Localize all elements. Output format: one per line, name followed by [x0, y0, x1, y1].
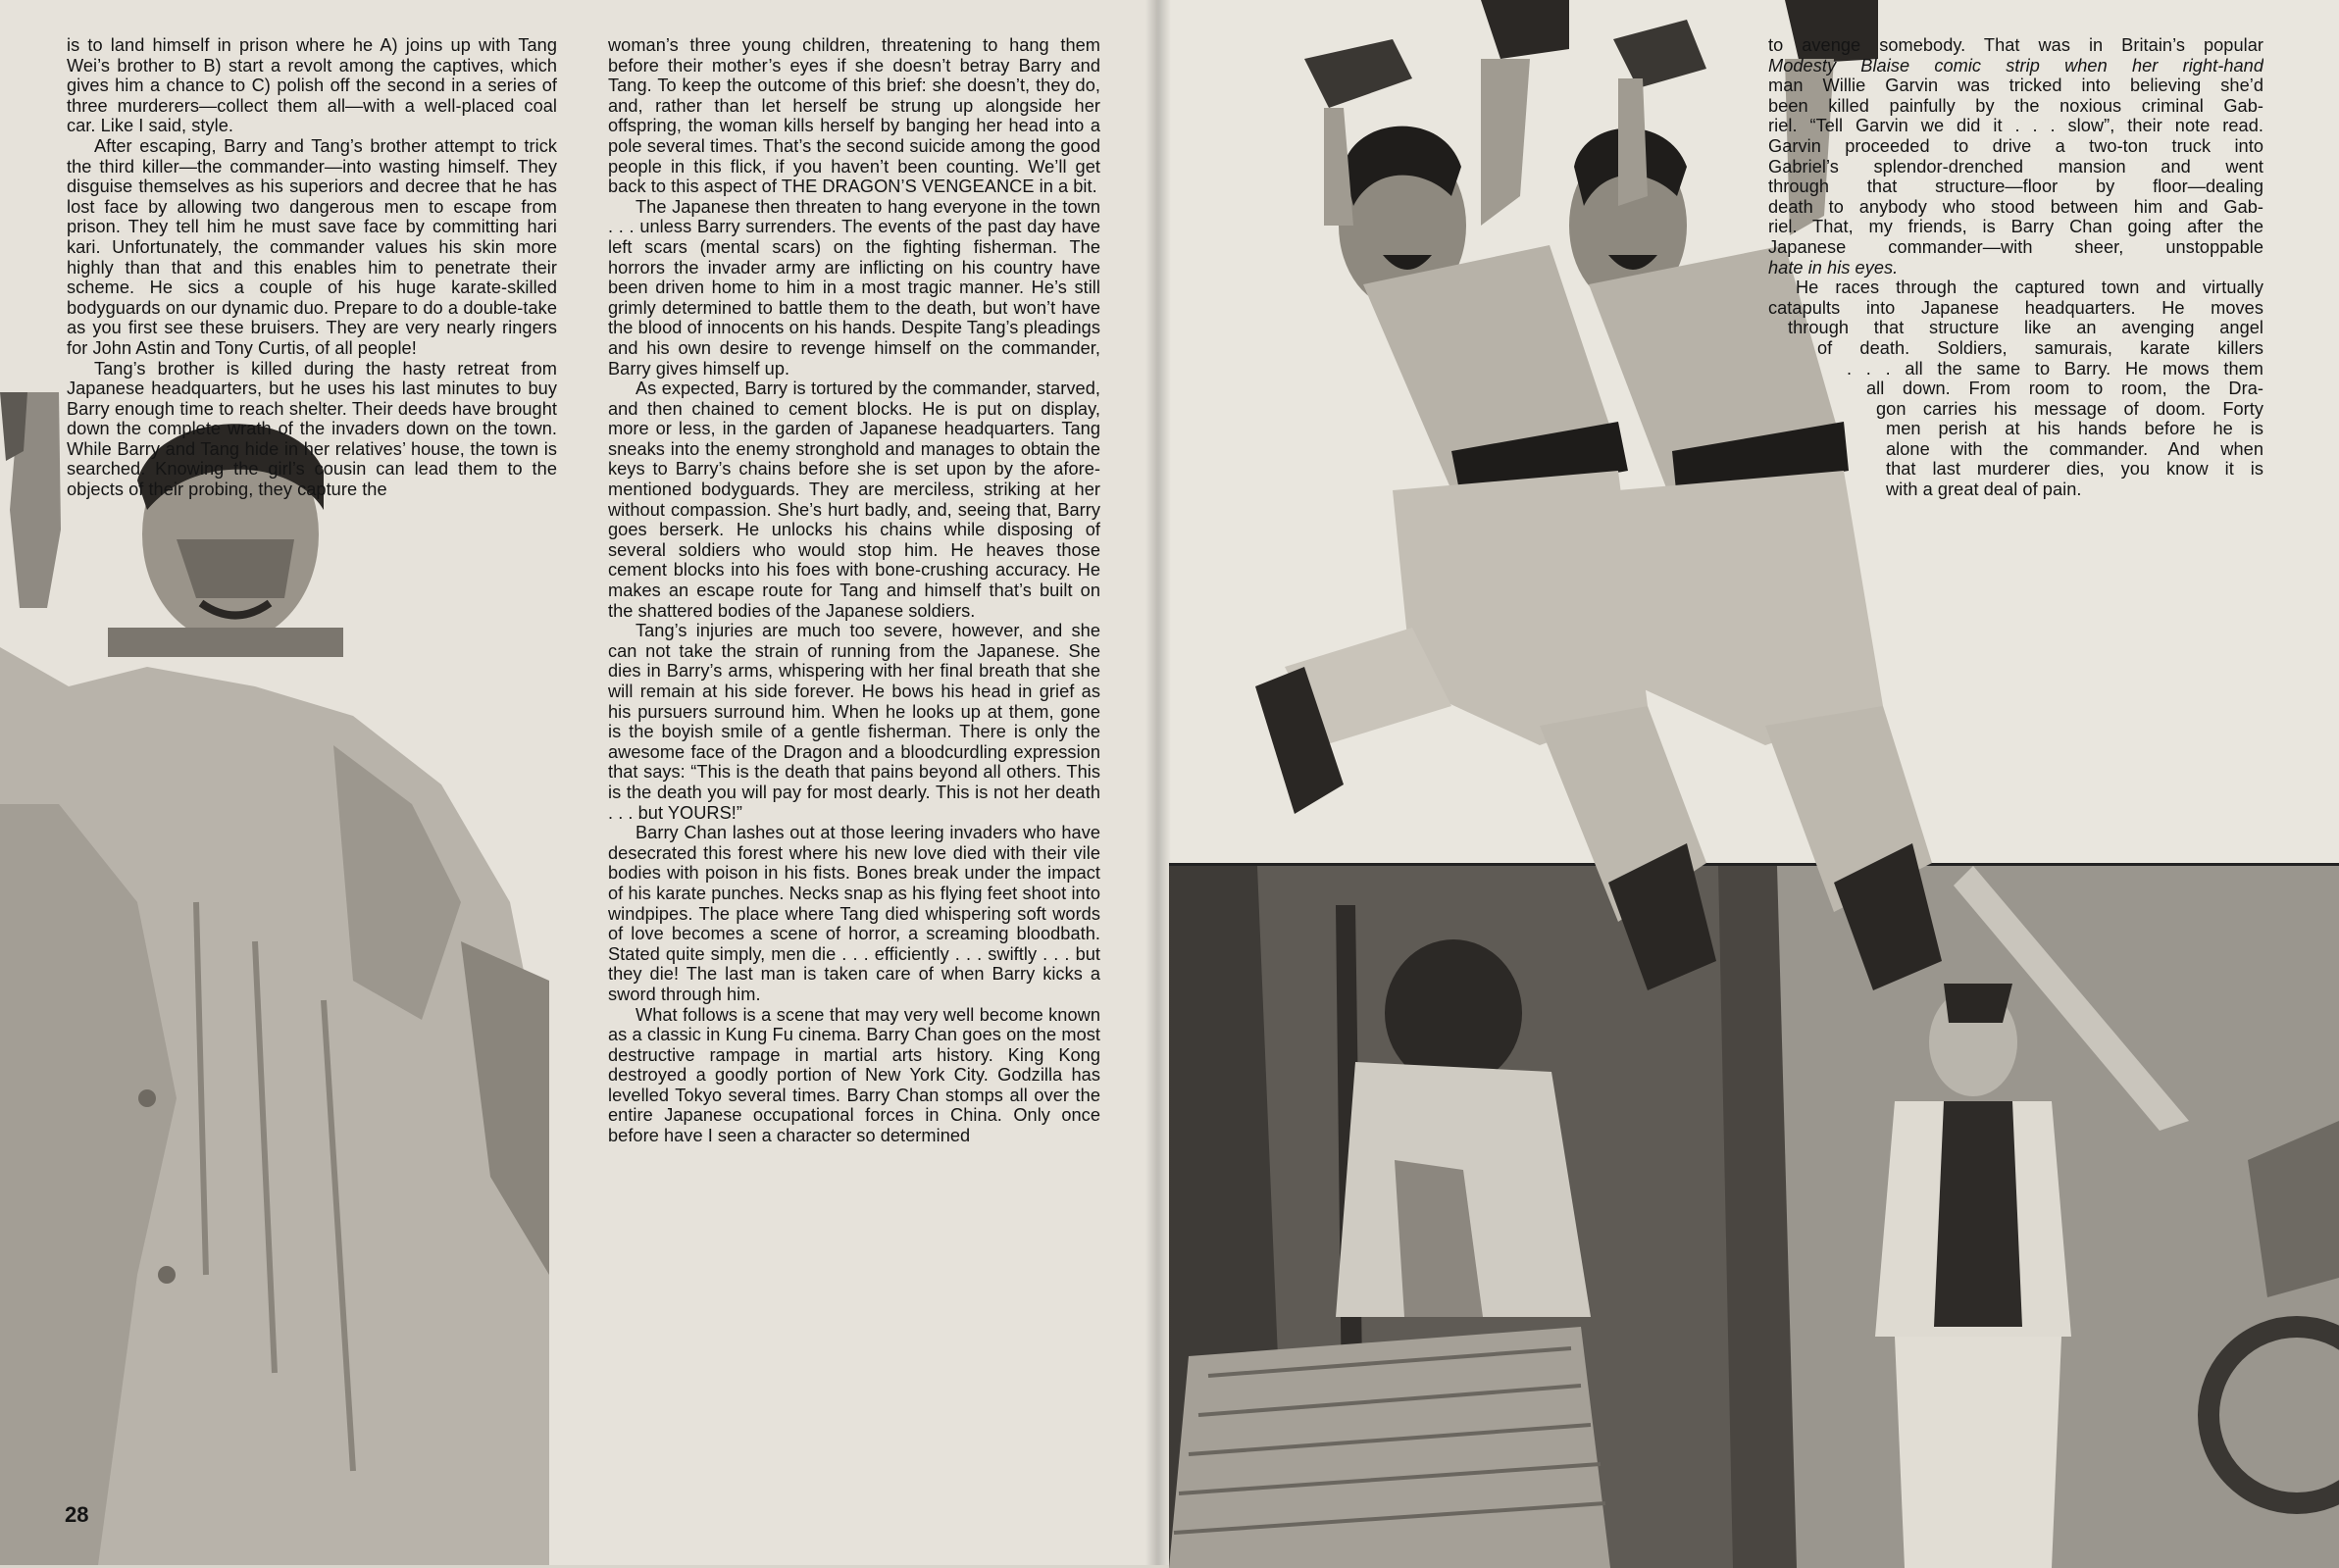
paragraph: is to land himself in prison where he A) joins up with Tang Wei’s brother to B) start a revolt among the captives, which gives him a chance to C) polish off the second in a series of three murderers—collect them all—with a well-placed coal car. Like I said, style. [67, 35, 557, 136]
paragraph: woman’s three young children, threatening to hang them before their mother’s eyes if she doesn’t betray Barry and Tang. To keep the outcome of this brief: she doesn’t, they do, and, rather than let herself be strung up alongside her offspring, the woman kills herself by banging her head into a pole several times. That’s the second suicide among the good people in this flick, if you haven’t been counting. We’ll get back to this aspect of THE DRAGON’S VENGEANCE in a bit. [608, 35, 1100, 197]
paragraph: After escaping, Barry and Tang’s brother attempt to trick the third killer—the commander—into wasting himself. They disguise themselves as his superiors and decree that he has lost face by allowing two dangerous men to escape from prison. They tell him he must save face by committing hari kari. Unfortunately, the commander values his skin more highly than that and this enables him to penetrate their scheme. He sics a couple of his huge karate-skilled bodyguards on our dynamic duo. Prepare to do a double-take as you first see these bruisers. They are very nearly ringers for John Astin and Tony Curtis, of all people! [67, 135, 557, 358]
paragraph: Barry Chan lashes out at those leering invaders who have desecrated this forest where his new love died with their vile bodies with poison in his fists. Bones break under the impact of his karate punches. Necks snap as his flying feet shoot into windpipes. The place where Tang died whispering soft words of love becomes a scene of horror, a screaming bloodbath. Stated quite simply, men die . . . efficiently . . . swiftly . . . but they die! The last man is taken care of when Barry kicks a sword through him. [608, 823, 1100, 1004]
text-line: riel. That, my friends, is Barry Chan going after the [1768, 217, 2263, 237]
text-line: of death. Soldiers, samurais, karate killers [1817, 337, 2263, 358]
page-gutter [1145, 0, 1171, 1565]
text-line: hate in his eyes. [1768, 257, 1899, 278]
text-line: Gabriel’s splendor-drenched mansion and went [1768, 156, 2263, 177]
paragraph: The Japanese then threaten to hang everyone in the town . . . unless Barry surrenders. The events of the past day have left scars (mental scars) on the fighting fisherman. The horrors the invader army are inflicting on his country have been driven home to him in a most tragic manner. He’s still grimly determined to battle them to the death, but won’t have the blood of innocents on his hands. Despite Tang’s pleadings and his own desire to revenge himself on the commander, Barry gives himself up. [608, 196, 1100, 379]
text-line: to avenge somebody. That was in Britain’s popular [1768, 35, 2263, 55]
text-column-c [1768, 35, 2263, 565]
page-number-left: 28 [65, 1502, 89, 1527]
left-page [0, 0, 1157, 1565]
text-column-a [67, 35, 557, 643]
text-line: . . . all the same to Barry. He mows them [1847, 358, 2263, 379]
text-line: through that structure like an avenging angel [1788, 318, 2263, 338]
text-line: that last murderer dies, you know it is [1886, 459, 2263, 480]
text-line: He races through the captured town and virtually [1796, 278, 2263, 298]
text-line: Japanese commander—with sheer, unstoppable [1768, 236, 2263, 257]
text-line: men perish at his hands before he is [1886, 419, 2263, 439]
text-line: Modesty Blaise comic strip when her right-hand [1768, 55, 2263, 76]
text-line: Garvin proceeded to drive a two-ton truck into [1768, 135, 2263, 156]
text-line: gon carries his message of doom. Forty [1876, 398, 2263, 419]
text-line: alone with the commander. And when [1886, 438, 2263, 459]
text-column-b [608, 35, 1100, 1541]
paragraph: What follows is a scene that may very well become known as a classic in Kung Fu cinema. Barry Chan goes on the most destructive rampage in martial arts history. King Kong destroyed a goodly portion of New York City. Godzilla has levelled Tokyo several times. Barry Chan stomps all over the entire Japanese occupational forces in China. Only once before have I seen a character so determined [608, 1004, 1100, 1146]
text-line: death to anybody who stood between him and Gab- [1768, 196, 2263, 217]
text-line: riel. “Tell Garvin we did it . . . slow”, their note read. [1768, 116, 2263, 136]
text-line: all down. From room to room, the Dra- [1866, 379, 2263, 399]
text-line: catapults into Japanese headquarters. He moves [1768, 297, 2263, 318]
paragraph: As expected, Barry is tortured by the commander, starved, and then chained to cement blocks. He is put on display, more or less, in the garden of Japanese headquarters. Tang sneaks into the enemy stronghold and manages to obtain the keys to Barry’s chains before she is set upon by the afore-mentioned bodyguards. They are merciless, striking at her without compassion. She’s hurt badly, and, seeing that, Barry goes berserk. He unlocks his chains while disposing of several soldiers who would stop him. He heaves those cement blocks into his foes with bone-crushing accuracy. He makes an escape route for Tang and himself that’s built on the shattered bodies of the Japanese soldiers. [608, 379, 1100, 621]
text-line: man Willie Garvin was tricked into believing she’d [1768, 76, 2263, 96]
paragraph: Tang’s brother is killed during the hasty retreat from Japanese headquarters, but he uses his last minutes to buy Barry enough time to reach shelter. Their deeds have brought down the complete wrath of the invaders down on the town. While Barry and Tang hide in her relatives’ house, the town is searched. Knowing the girl’s cousin can lead them to the objects of their probing, they capture the [67, 358, 557, 500]
text-line: been killed painfully by the noxious criminal Gab- [1768, 95, 2263, 116]
text-line: with a great deal of pain. [1886, 480, 2082, 500]
paragraph: Tang’s injuries are much too severe, however, and she can not take the strain of running from the Japanese. She dies in Barry’s arms, whispering with her final breath that she will remain at his side forever. He bows his head in grief as his pursuers surround him. When he looks up at them, gone is the boyish smile of a gentle fisherman. There is only the awesome face of the Dragon and a bloodcurdling expression that says: “This is the death that pains beyond all others. This is the death you will pay for most dearly. This is not her death . . . but YOURS!” [608, 621, 1100, 823]
text-line: through that structure—floor by floor—dealing [1768, 177, 2263, 197]
